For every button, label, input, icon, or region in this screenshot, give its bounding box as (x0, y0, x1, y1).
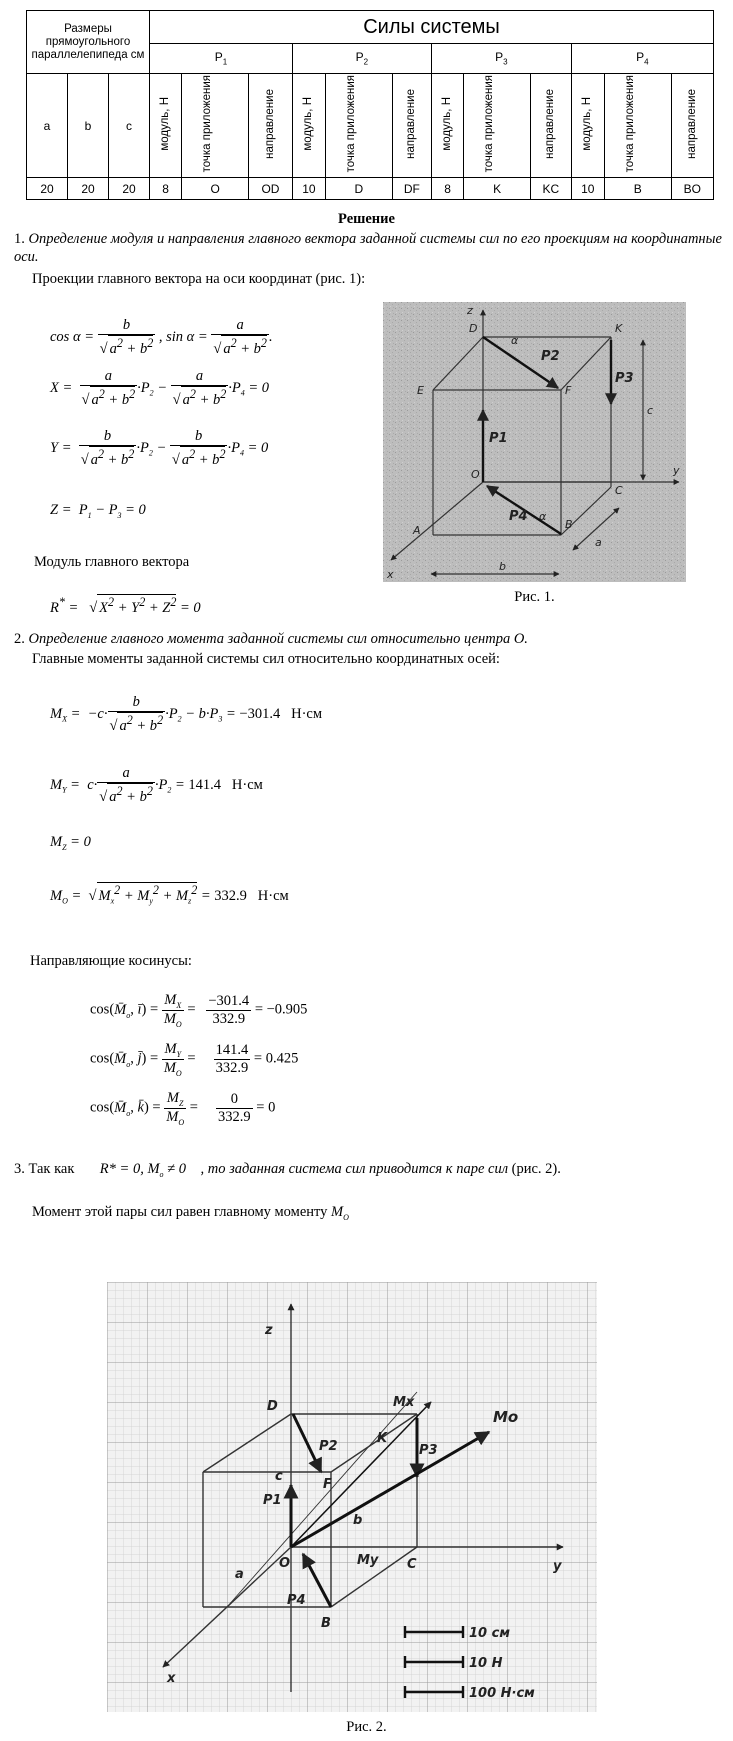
formula-mo: $M_O$ = √ $M_x^2 + M_y^2 + M_z^2 = 332.9$ Н·см (50, 883, 289, 906)
fig2-label-b: b (353, 1513, 363, 1528)
table-values-row (27, 178, 714, 200)
formula-my: $M_Y = c\cdot$ $\frac{a}{√ a^2 + b^2}$ $\cdot P_2 = 141.4$ Н·см (50, 765, 263, 805)
force-p2-header: $P_2$ (292, 44, 431, 74)
fig2-legend-moment: 100 Н·см (469, 1686, 535, 1701)
fig1-label-alpha1: α (511, 334, 519, 347)
fig1-caption: Рис. 1. (514, 589, 555, 605)
fig2-label-d: D (267, 1399, 278, 1414)
p2-direction: направление (392, 74, 431, 178)
forces-table (26, 10, 714, 200)
p3-point: точка приложения (464, 74, 531, 178)
table-cell: KC (531, 178, 572, 200)
fig1-label-p4: P4 (509, 509, 528, 524)
fig1-label-d: D (469, 322, 478, 335)
table-cell: B (604, 178, 671, 200)
formula-mx: $M_X = -c\cdot$ $\frac{b}{√ a^2 + b^2}$ $\cdot P_2 - b\cdot P_3 = -301.4$ Н·см (50, 694, 323, 734)
fig2-label-k: K (377, 1431, 388, 1446)
fig1-label-a: A (413, 524, 421, 537)
table-cell: O (182, 178, 249, 200)
fig2-caption: Рис. 2. (346, 1719, 387, 1735)
formula-r: R* = √ $X^2 + Y^2 + Z^2 = 0$ (50, 595, 201, 616)
projections-label: Проекции главного вектора на оси координат (рис. 1): (32, 271, 366, 287)
cos-j: $\cos(M̄_o$, j̄) = $\frac{M_Y}{M_O}$ = $\frac{141.4}{332.9}$ = 0.425 (90, 1041, 299, 1078)
fig1-label-b: B (565, 518, 573, 531)
fig2-label-p2: P2 (319, 1439, 338, 1454)
pair-text: Момент этой пары сил равен главному моменту $M_O$ (32, 1204, 349, 1222)
table-cell: DF (392, 178, 431, 200)
fig2-label-b2: B (321, 1616, 331, 1631)
formula-x: X = $\frac{a}{√ a^2 + b^2}$ $\cdot P_2$ − $\frac{a}{√ a^2 + b^2}$ $\cdot P_4 = 0$ (50, 368, 270, 408)
moments-label: Главные моменты заданной системы сил относительно координатных осей: (32, 651, 500, 667)
fig1-label-x: x (387, 568, 394, 581)
table-cell: D (325, 178, 392, 200)
fig1-label-o: O (471, 468, 480, 481)
formula-z: $Z = P_1 - P_3 = 0$ (50, 502, 146, 520)
col-c: c (109, 74, 150, 178)
fig2-label-z: z (265, 1323, 273, 1338)
p2-modulus: модуль, Н (292, 74, 325, 178)
fig2-label-a: a (235, 1567, 244, 1582)
section-3-text: 3. Так как R* = 0, $M_o \ne 0$ , то заданная система сил приводится к паре сил (рис. 2). (14, 1161, 561, 1179)
table-cell: 20 (109, 178, 150, 200)
figure-2 (107, 1282, 597, 1712)
col-b: b (68, 74, 109, 178)
table-cell: 10 (292, 178, 325, 200)
table-cell: 8 (150, 178, 182, 200)
p1-point: точка приложения (182, 74, 249, 178)
formula-mz: $M_Z = 0$ (50, 834, 91, 852)
fig1-label-z: z (467, 304, 473, 317)
fig1-label-e: E (417, 384, 424, 397)
sizes-header: Размеры прямоугольного параллелепипеда см (27, 11, 150, 74)
p4-point: точка приложения (604, 74, 671, 178)
section-1-title: 1. Определение модуля и направления главного вектора заданной системы сил по его проекциям на координатные оси. (14, 231, 722, 265)
fig1-label-p2: P2 (541, 349, 560, 364)
fig1-label-y: y (673, 464, 680, 477)
fig2-label-mo: Mo (493, 1408, 519, 1426)
force-p3-header: $P_3$ (431, 44, 571, 74)
fig2-label-my: My (357, 1553, 379, 1568)
p3-modulus: модуль, Н (431, 74, 463, 178)
p1-modulus: модуль, Н (150, 74, 182, 178)
fig2-label-f: F (323, 1477, 332, 1492)
fig2-label-p1: P1 (263, 1493, 282, 1508)
p4-modulus: модуль, Н (571, 74, 604, 178)
figure-1 (383, 302, 686, 582)
fig2-label-y: y (553, 1559, 562, 1574)
fig2-legend-length: 10 см (469, 1626, 510, 1641)
fig2-label-mx: Mx (393, 1395, 415, 1410)
formula-y: Y = $\frac{b}{√ a^2 + b^2}$ $\cdot P_2$ − $\frac{b}{√ a^2 + b^2}$ $\cdot P_4 = 0$ (50, 428, 269, 468)
fig1-label-dim-a: a (595, 536, 602, 549)
section-2-title: 2. Определение главного момента заданной системы сил относительно центра O. (14, 631, 528, 647)
fig1-label-c: C (615, 484, 623, 497)
table-cell: OD (249, 178, 293, 200)
forces-header: Силы системы (150, 11, 714, 44)
fig2-label-o: O (279, 1556, 291, 1571)
fig2-label-c: c (275, 1469, 283, 1484)
fig2-label-x: x (167, 1671, 176, 1686)
fig1-label-f: F (565, 384, 572, 397)
fig2-legend-force: 10 Н (469, 1656, 503, 1671)
p3-direction: направление (531, 74, 572, 178)
fig1-label-dim-b: b (499, 560, 506, 573)
fig2-label-p4: P4 (287, 1593, 306, 1608)
fig1-label-k: K (615, 322, 623, 335)
fig2-label-c2: C (407, 1557, 417, 1572)
force-p1-header: $P_1$ (150, 44, 293, 74)
fig2-label-p3: P3 (419, 1443, 438, 1458)
modulus-label: Модуль главного вектора (34, 554, 190, 570)
dir-cos-label: Направляющие косинусы: (30, 953, 192, 969)
formula-cos-sin: cos α = $\frac{b}{√ a^2 + b^2}$ , sin α = $\frac{a}{√ a^2 + b^2}$ . (50, 317, 273, 357)
fig1-label-dim-c: c (647, 404, 654, 417)
fig1-label-alpha2: α (539, 510, 547, 523)
force-p4-header: $P_4$ (571, 44, 713, 74)
fig1-label-p1: P1 (489, 431, 508, 446)
table-cell: 20 (68, 178, 109, 200)
table-cell: 8 (431, 178, 463, 200)
cos-i: $\cos(M̄_o$, ī) = $\frac{M_X}{M_O}$ = $\frac{-301.4}{332.9}$ = −0.905 (90, 992, 308, 1029)
table-cell: K (464, 178, 531, 200)
p4-direction: направление (671, 74, 713, 178)
table-cell: BO (671, 178, 713, 200)
table-cell: 20 (27, 178, 68, 200)
table-cell: 10 (571, 178, 604, 200)
p1-direction: направление (249, 74, 293, 178)
fig1-label-p3: P3 (615, 371, 634, 386)
cos-k: $\cos(M̄_o$, k̄) = $\frac{M_Z}{M_O}$ = $\frac{0}{332.9}$ = 0 (90, 1090, 276, 1127)
p2-point: точка приложения (325, 74, 392, 178)
col-a: a (27, 74, 68, 178)
solution-heading: Решение (338, 211, 395, 227)
